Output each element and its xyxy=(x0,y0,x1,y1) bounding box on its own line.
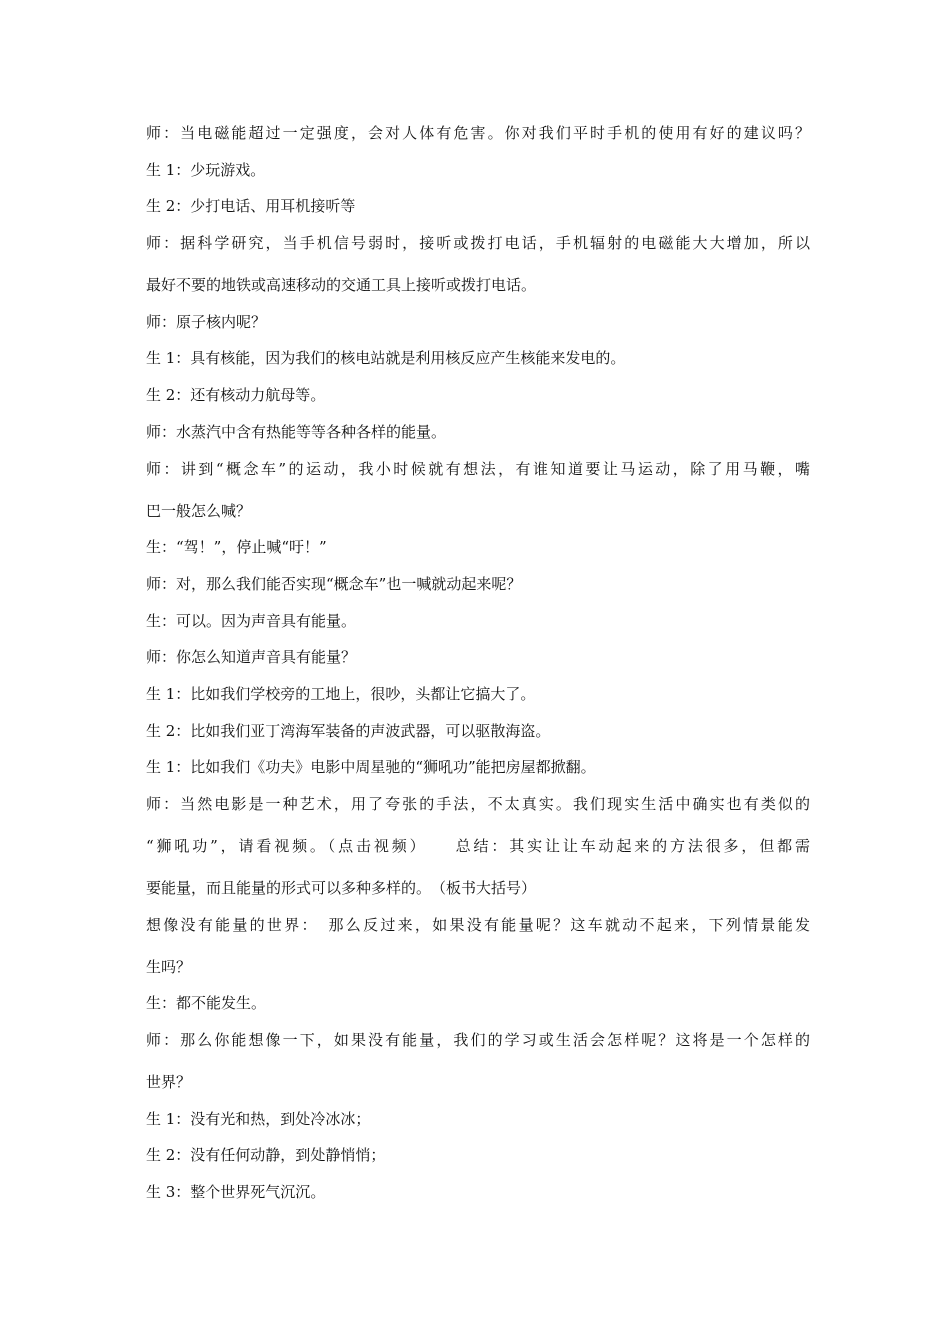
paragraph-line: 生 1：少玩游戏。 xyxy=(146,160,266,179)
paragraph-line: 生吗？ xyxy=(146,957,192,976)
paragraph-line: 生：“驾！”，停止喊“吁！” xyxy=(146,538,327,557)
document-body xyxy=(146,122,810,1218)
paragraph-line: 生 3：整个世界死气沉沉。 xyxy=(146,1183,326,1202)
paragraph-line: 师：水蒸汽中含有热能等等各种各样的能量。 xyxy=(146,422,447,441)
paragraph-line: 要能量，而且能量的形式可以多种多样的。 （板书大括号） xyxy=(146,879,537,897)
paragraph-line: 生 2：少打电话、用耳机接听等 xyxy=(146,197,356,216)
paragraph-line: 最好不要的地铁或高速移动的交通工具上接听或拨打电话。 xyxy=(146,276,537,295)
paragraph-line: 师：讲到“概念车”的运动，我小时候就有想法，有谁知道要让马运动，除了用马鞭，嘴 xyxy=(146,459,810,478)
paragraph-line: 生 1：比如我们《功夫》电影中周星驰的“狮吼功”能把房屋都掀翻。 xyxy=(146,758,596,777)
paragraph-line: 巴一般怎么喊？ xyxy=(146,501,252,520)
paragraph-line: 生：都不能发生。 xyxy=(146,994,267,1013)
paragraph-line: 生 1：比如我们学校旁的工地上，很吵，头都让它搞大了。 xyxy=(146,684,536,703)
paragraph-line: 想像没有能量的世界： 那么反过来，如果没有能量呢？这车就动不起来，下列情景能发 xyxy=(146,915,810,934)
paragraph-line: 生 1：没有光和热，到处冷冰冰； xyxy=(146,1109,371,1128)
paragraph-line: 师：原子核内呢？ xyxy=(146,312,267,331)
paragraph-line: 生 1：具有核能，因为我们的核电站就是利用核反应产生核能来发电的。 xyxy=(146,349,626,368)
paragraph-line: 生 2：还有核动力航母等。 xyxy=(146,386,326,405)
paragraph-line: 师：当然电影是一种艺术，用了夸张的手法，不太真实。我们现实生活中确实也有类似的 xyxy=(146,795,810,813)
paragraph-line: 生 2：没有任何动静，到处静悄悄； xyxy=(146,1146,386,1165)
paragraph-line: 师：你怎么知道声音具有能量？ xyxy=(146,648,357,667)
paragraph-line: 生 2：比如我们亚丁湾海军装备的声波武器，可以驱散海盗。 xyxy=(146,721,551,740)
paragraph-line: 生：可以。因为声音具有能量。 xyxy=(146,611,357,630)
paragraph-line: 世界？ xyxy=(146,1073,192,1092)
paragraph-line: 师：对，那么我们能否实现“概念车”也一喊就动起来呢？ xyxy=(146,574,522,593)
paragraph-line: 师：那么你能想像一下，如果没有能量，我们的学习或生活会怎样呢？这将是一个怎样的 xyxy=(146,1031,810,1050)
paragraph-line: 师：当电磁能超过一定强度，会对人体有危害。你对我们平时手机的使用有好的建议吗？ xyxy=(146,124,810,142)
paragraph-line: 师：据科学研究，当手机信号弱时，接听或拨打电话，手机辐射的电磁能大大增加，所以 xyxy=(146,234,810,253)
paragraph-line: “狮吼功”，请看视频。（点击视频） 总结：其实让让车动起来的方法很多，但都需 xyxy=(146,837,810,855)
